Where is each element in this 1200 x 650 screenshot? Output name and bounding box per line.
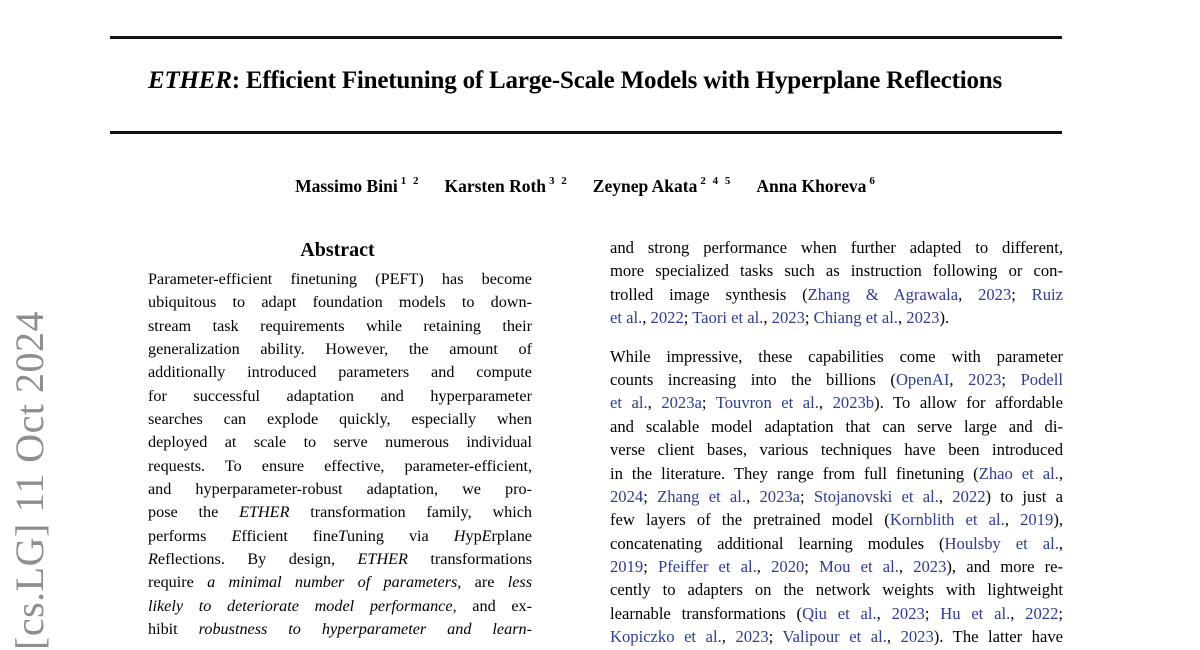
- author-name: Zeynep Akata: [592, 175, 698, 196]
- text-segment: require: [148, 573, 208, 592]
- text-line: [610, 485, 1063, 508]
- text-segment: , are: [457, 573, 508, 592]
- text-segment: yp: [465, 526, 482, 545]
- citation-link[interactable]: Qiu et al.: [802, 603, 877, 623]
- text-segment: more specialized tasks such as instruction following or con-: [610, 261, 1063, 281]
- text-segment: ubiquitous to adapt foundation models to down-: [148, 293, 532, 312]
- text-segment: H: [453, 526, 466, 545]
- text-segment: ,: [938, 486, 953, 506]
- text-segment: learnable transformations (: [610, 603, 803, 623]
- text-segment: ;: [1011, 284, 1032, 304]
- text-segment: ;: [643, 557, 658, 577]
- text-segment: rplane: [491, 526, 532, 545]
- body-text-column: [610, 236, 1063, 649]
- abstract-text-column: [148, 268, 532, 642]
- text-line: [148, 571, 532, 594]
- text-segment: ) to just a: [985, 486, 1063, 506]
- top-horizontal-rule: [110, 36, 1062, 39]
- author-name: Anna Khoreva: [756, 175, 867, 196]
- text-segment: additionally introduced parameters and compute: [148, 363, 532, 382]
- author-line: [110, 170, 1062, 198]
- citation-link[interactable]: Touvron et al.: [715, 393, 819, 413]
- arxiv-category-date-watermark: [cs.LG] 11 Oct 2024: [7, 310, 52, 650]
- text-line: [610, 415, 1063, 438]
- text-segment: pose the: [148, 503, 240, 522]
- citation-link[interactable]: Valipour et al.: [782, 627, 887, 647]
- text-segment: ,: [898, 557, 914, 577]
- text-segment: ,: [746, 486, 760, 506]
- text-segment: ;: [924, 603, 941, 623]
- text-segment: While impressive, these capabilities come with parameter: [610, 346, 1063, 366]
- text-segment: uning via: [347, 526, 454, 545]
- paragraph: [610, 345, 1063, 649]
- citation-link[interactable]: et al.: [610, 393, 648, 413]
- text-line: [610, 283, 1063, 306]
- text-segment: ETHER: [357, 550, 408, 569]
- author-affiliation-superscript: 3 2: [549, 175, 569, 187]
- text-line: [610, 578, 1063, 601]
- text-segment: hibit: [148, 620, 199, 639]
- text-segment: for successful adaptation and hyperparameter: [148, 386, 532, 405]
- text-segment: verse client bases, various techniques have been introduced: [610, 440, 1063, 460]
- citation-link[interactable]: 2023: [968, 369, 1002, 389]
- citation-link[interactable]: Houlsby et al.: [944, 533, 1059, 553]
- text-line: [610, 306, 1063, 329]
- text-segment: few layers of the pretrained model (: [610, 510, 890, 530]
- paper-title: [80, 64, 1070, 98]
- text-line: [610, 236, 1063, 259]
- text-segment: ;: [768, 627, 783, 647]
- author-affiliation-superscript: 2 4 5: [700, 175, 733, 187]
- text-segment: and scalable model adaptation that can serve large and di-: [610, 416, 1063, 436]
- text-segment: transformations: [407, 550, 532, 569]
- citation-link[interactable]: Kopiczko et al.: [610, 627, 722, 647]
- text-line: [148, 408, 532, 431]
- paragraph: [610, 236, 1063, 330]
- text-segment: ETHER: [148, 67, 232, 94]
- text-segment: ,: [958, 284, 979, 304]
- text-segment: likely to deteriorate model performance: [148, 596, 453, 615]
- text-line: [610, 259, 1063, 282]
- citation-link[interactable]: Taori et al.: [692, 308, 764, 328]
- text-segment: robustness to hyperparameter and learn-: [198, 620, 532, 639]
- text-segment: ,: [897, 308, 907, 328]
- text-segment: ,: [1058, 533, 1063, 553]
- text-segment: ETHER: [239, 503, 290, 522]
- citation-link[interactable]: 2023a: [759, 486, 801, 506]
- text-segment: less: [507, 573, 532, 592]
- text-segment: ;: [683, 308, 693, 328]
- text-line: [148, 618, 532, 641]
- text-line: [148, 385, 532, 408]
- text-segment: eflections. By design,: [157, 550, 358, 569]
- text-segment: ,: [763, 308, 772, 328]
- text-line: [148, 431, 532, 454]
- text-line: [148, 595, 532, 618]
- text-segment: ),: [1053, 510, 1063, 530]
- text-line: [148, 501, 532, 524]
- text-line: [148, 361, 532, 384]
- text-segment: , and ex-: [452, 596, 532, 615]
- author: [593, 176, 733, 196]
- text-segment: cently to adapters on the network weights with lightweight: [610, 580, 1063, 600]
- citation-link[interactable]: Stojanovski et al.: [813, 486, 939, 506]
- citation-link[interactable]: 2024: [610, 486, 644, 506]
- text-segment: ;: [800, 486, 814, 506]
- text-segment: ). To allow for affordable: [874, 393, 1063, 413]
- text-segment: ,: [1010, 603, 1026, 623]
- text-line: [148, 455, 532, 478]
- text-segment: ,: [818, 393, 833, 413]
- text-line: [148, 478, 532, 501]
- text-segment: trolled image synthesis (: [610, 284, 808, 304]
- citation-link[interactable]: 2023: [891, 603, 925, 623]
- text-segment: ), and more re-: [946, 557, 1063, 577]
- text-segment: R: [148, 550, 158, 569]
- citation-link[interactable]: Mou et al.: [819, 557, 899, 577]
- text-segment: ;: [804, 557, 820, 577]
- text-segment: ).: [939, 308, 950, 328]
- author-name: Karsten Roth: [444, 175, 547, 196]
- citation-link[interactable]: 2022: [952, 486, 986, 506]
- text-segment: transformation family, which: [289, 503, 532, 522]
- text-line: [610, 602, 1063, 625]
- text-segment: ,: [642, 308, 651, 328]
- citation-link[interactable]: et al.: [610, 308, 643, 328]
- text-segment: generalization ability. However, the amount of: [148, 340, 532, 359]
- author: [444, 176, 568, 196]
- text-line: [148, 268, 532, 291]
- citation-link[interactable]: 2020: [771, 557, 805, 577]
- citation-link[interactable]: Zhang & Agrawala: [807, 284, 959, 304]
- text-segment: ,: [886, 627, 901, 647]
- text-segment: requests. To ensure effective, parameter-efficient,: [148, 456, 532, 475]
- text-line: [610, 625, 1063, 648]
- text-segment: ;: [1058, 603, 1063, 623]
- citation-link[interactable]: OpenAI: [895, 369, 950, 389]
- text-line: [610, 508, 1063, 531]
- text-segment: searches can explode quickly, especially when: [148, 410, 532, 429]
- text-segment: in the literature. They range from full finetuning (: [610, 463, 979, 483]
- text-line: [610, 532, 1063, 555]
- citation-link[interactable]: Hu et al.: [940, 603, 1011, 623]
- text-segment: ,: [756, 557, 772, 577]
- text-line: [610, 462, 1063, 485]
- text-segment: ;: [804, 308, 814, 328]
- text-line: [148, 525, 532, 548]
- text-line: [610, 368, 1063, 391]
- text-segment: E: [231, 526, 242, 545]
- text-segment: ,: [949, 369, 969, 389]
- author: [295, 176, 420, 196]
- text-segment: ,: [1004, 510, 1021, 530]
- title-bottom-rule: [110, 131, 1062, 134]
- citation-link[interactable]: Kornblith et al.: [889, 510, 1005, 530]
- author-affiliation-superscript: 1 2: [400, 175, 421, 187]
- text-line: [610, 345, 1063, 368]
- text-segment: and strong performance when further adapted to different,: [610, 238, 1063, 257]
- citation-link[interactable]: 2023: [900, 627, 934, 647]
- text-segment: counts increasing into the billions (: [610, 369, 896, 389]
- citation-link[interactable]: 2022: [650, 308, 684, 328]
- citation-link[interactable]: 2022: [1025, 603, 1059, 623]
- text-segment: and hyperparameter-robust adaptation, we pro-: [148, 480, 532, 499]
- text-segment: performs: [148, 526, 232, 545]
- citation-link[interactable]: 2023b: [832, 393, 875, 413]
- text-segment: : Efficient Finetuning of Large-Scale Models with Hyperplane Reflections: [231, 67, 1002, 94]
- text-segment: deployed at scale to serve numerous individual: [148, 433, 532, 452]
- citation-link[interactable]: Zhang et al.: [657, 486, 747, 506]
- author-affiliation-superscript: 6: [869, 175, 877, 187]
- citation-link[interactable]: Zhao et al.: [978, 463, 1059, 483]
- citation-link[interactable]: 2019: [1020, 510, 1054, 530]
- citation-link[interactable]: Pfeiffer et al.: [657, 557, 757, 577]
- text-segment: ;: [701, 393, 716, 413]
- author-name: Massimo Bini: [295, 175, 398, 196]
- text-segment: ,: [647, 393, 662, 413]
- text-segment: Parameter-efficient finetuning (PEFT) has become: [148, 270, 532, 288]
- citation-link[interactable]: 2019: [610, 557, 644, 577]
- text-segment: ,: [721, 627, 736, 647]
- text-segment: concatenating additional learning modules (: [610, 533, 945, 553]
- citation-link[interactable]: 2023: [771, 308, 805, 328]
- text-line: [148, 315, 532, 338]
- text-segment: stream task requirements while retaining their: [148, 316, 532, 335]
- citation-link[interactable]: Chiang et al.: [813, 308, 898, 328]
- text-segment: ,: [1058, 463, 1063, 483]
- text-segment: ;: [643, 486, 658, 506]
- abstract-heading: Abstract: [300, 239, 375, 261]
- text-segment: ). The latter have: [933, 627, 1063, 647]
- text-line: [148, 338, 532, 361]
- text-line: [148, 548, 532, 571]
- text-line: [610, 555, 1063, 578]
- citation-link[interactable]: 2023: [978, 284, 1012, 304]
- text-segment: fficient fine: [241, 526, 339, 545]
- text-line: [148, 291, 532, 314]
- citation-link[interactable]: 2023: [906, 308, 940, 328]
- citation-link[interactable]: 2023: [913, 557, 947, 577]
- text-segment: E: [481, 526, 492, 545]
- text-line: [610, 391, 1063, 414]
- citation-link[interactable]: Ruiz: [1031, 284, 1063, 304]
- author: [756, 176, 877, 196]
- citation-link[interactable]: 2023a: [661, 393, 702, 413]
- text-segment: T: [338, 526, 348, 545]
- text-segment: ;: [1001, 369, 1021, 389]
- text-segment: ,: [876, 603, 892, 623]
- citation-link[interactable]: 2023: [735, 627, 769, 647]
- text-segment: a minimal number of parameters: [207, 573, 458, 592]
- text-line: [610, 438, 1063, 461]
- citation-link[interactable]: Podell: [1020, 369, 1063, 389]
